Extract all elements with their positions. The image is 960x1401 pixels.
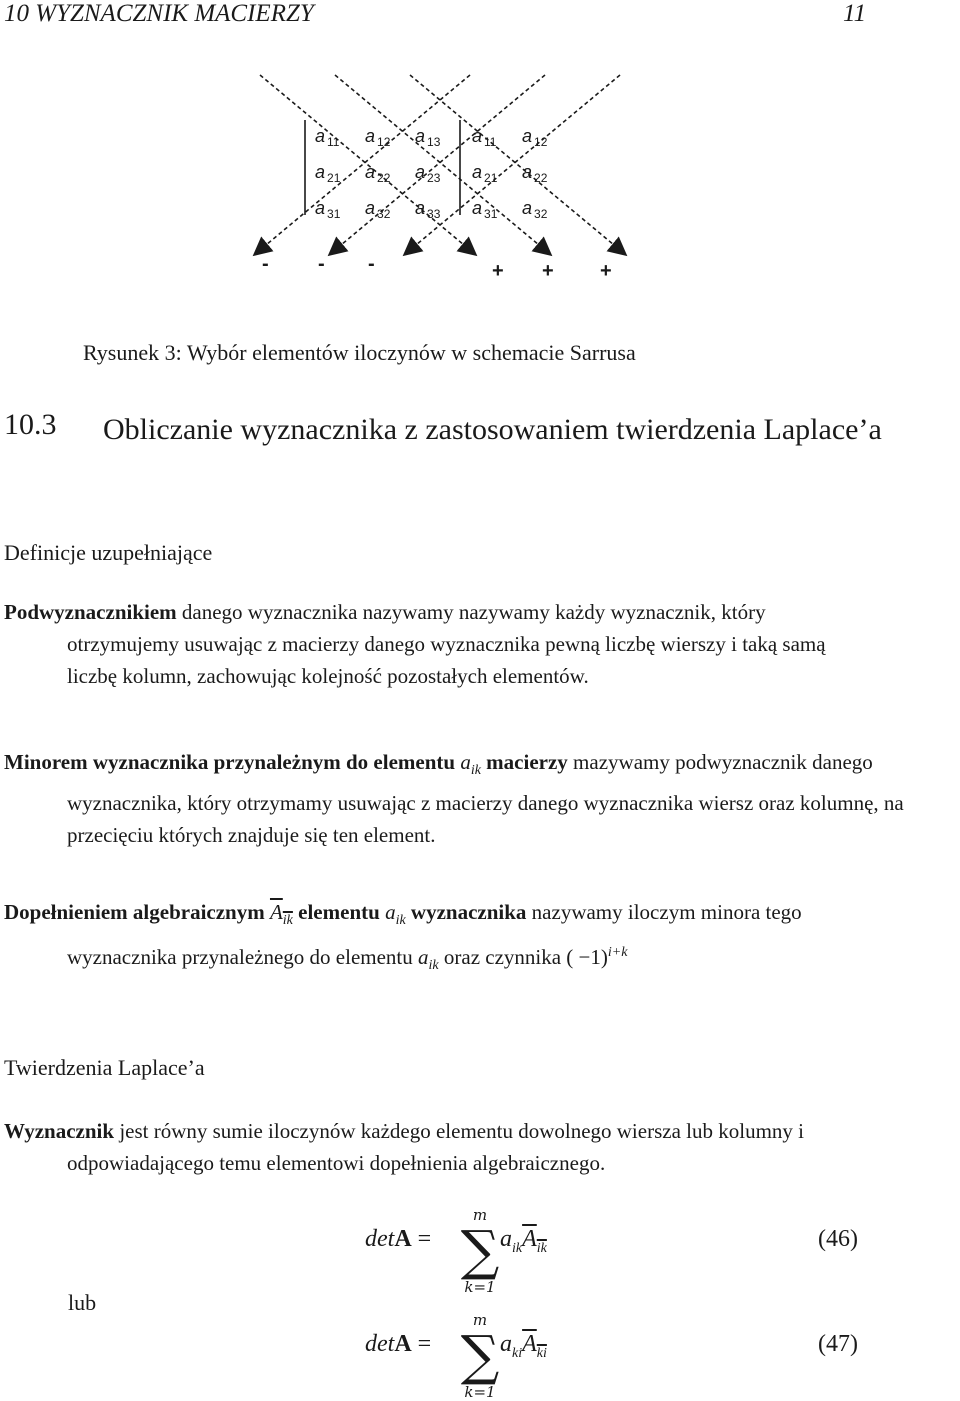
sarrus-signs: [262, 253, 612, 282]
minus-sign: -: [262, 253, 269, 275]
math-Aik: $A_{ik}$: [269, 900, 293, 929]
section-title: Obliczanie wyznacznika z zastosowaniem twierdzenia Laplace’a: [103, 413, 882, 446]
sarrus-cell: a $_{11}$: [472, 126, 497, 149]
sarrus-cell: a $_{23}$: [415, 162, 441, 185]
definition-text-1: nazywamy iloczym minora tego wyznacznika przynależnego do elementu: [67, 900, 802, 970]
sarrus-cell: a $_{31}$: [472, 198, 498, 221]
theorem-heading: Twierdzenia Laplace’a: [4, 1055, 205, 1080]
running-header: 10 WYZNACZNIK MACIERZY: [4, 0, 314, 27]
eq-matrix: A: [394, 1331, 412, 1357]
exponent: i+k: [607, 945, 628, 961]
sarrus-diagonals: [260, 75, 620, 250]
figure-caption: Rysunek 3: Wybór elementów iloczynów w schemacie Sarrusa: [83, 340, 636, 365]
eq-matrix: A: [394, 1226, 412, 1252]
sarrus-cell: a $_{32}$: [365, 198, 391, 221]
sarrus-cell: a $_{22}$: [522, 162, 548, 185]
definitions-heading: Definicje uzupełniające: [4, 540, 213, 565]
sum-46: [455, 1206, 505, 1296]
term-minor: Minorem wyznacznika przynależnym do elementu: [4, 750, 461, 774]
sarrus-cell: a $_{32}$: [522, 198, 548, 221]
plus-sign: +: [492, 260, 504, 282]
term-minor-suffix: macierzy: [480, 750, 568, 774]
plus-sign: +: [542, 260, 554, 282]
sarrus-cell: a $_{21}$: [472, 162, 498, 185]
sub-2: ik: [536, 1240, 547, 1256]
sarrus-cell: a $_{12}$: [522, 126, 548, 149]
sum-lower: k=1: [464, 1383, 496, 1401]
eq46-rhs: $a_{ik}A_{ik}$: [500, 1226, 547, 1256]
sub-1: ki: [512, 1345, 523, 1361]
equation-47: detA =: [365, 1331, 432, 1357]
minus-sign: -: [318, 253, 325, 275]
term-cofactor-mid: elementu: [292, 900, 386, 924]
sum-upper: m: [472, 1206, 488, 1224]
eq47-rhs: $a_{ki}A_{ki}$: [500, 1331, 547, 1361]
math-aik: $a_{ik}$: [385, 900, 406, 929]
math-aik: $a_{ik}$: [418, 945, 439, 974]
sum-47: [455, 1311, 505, 1401]
definition-subdeterminant: [4, 596, 864, 692]
theorem-text: [4, 1115, 864, 1179]
sarrus-cell: a $_{12}$: [365, 126, 391, 149]
sarrus-cell: a $_{33}$: [415, 198, 441, 221]
sub-1: ik: [512, 1240, 523, 1256]
sarrus-svg: [250, 70, 630, 290]
definition-text-2: oraz czynnika ( −1): [438, 945, 608, 970]
sarrus-cell: a $_{22}$: [365, 162, 391, 185]
sigma-symbol: ∑: [460, 1324, 500, 1387]
eq-det: det: [365, 1331, 395, 1357]
plus-sign: +: [600, 260, 612, 282]
sarrus-diagram: [250, 70, 630, 290]
page-number: 11: [843, 0, 867, 27]
sub-2: ki: [536, 1345, 547, 1361]
definition-text: danego wyznacznika nazywamy nazywamy każdy wyznacznik, który otrzymujemy usuwając z macierzy danego wyznacznika pewną liczbę wierszy i taką samą liczbę kolumn, zachowując kolejność pozostałych elementów.: [67, 600, 826, 688]
eq-det: det: [365, 1226, 395, 1252]
sum-upper: m: [472, 1311, 488, 1329]
sarrus-cell: a $_{11}$: [315, 126, 340, 149]
term-determinant: Wyznacznik: [4, 1119, 115, 1143]
sum-lower: k=1: [464, 1278, 496, 1296]
term-subdeterminant: Podwyznacznikiem: [4, 600, 177, 624]
definition-minor: [4, 746, 960, 851]
term-cofactor: Dopełnieniem algebraicznym: [4, 900, 270, 924]
definition-text: mazywamy podwyznacznik danego wyznacznika, który otrzymamy usuwając z macierzy danego wyznacznika wiersz oraz kolumnę, na przecięciu których znajduje się ten element.: [67, 750, 904, 848]
eq-number-46: (46): [818, 1226, 858, 1252]
sigma-symbol: ∑: [460, 1219, 500, 1282]
eq-number-47: (47): [818, 1331, 858, 1357]
definition-cofactor: [4, 896, 904, 982]
or-word: lub: [68, 1290, 97, 1315]
equation-46: detA =: [365, 1226, 432, 1252]
term-cofactor-suffix: wyznacznika: [405, 900, 527, 924]
math-aik: $a_{ik}$: [460, 750, 481, 779]
sarrus-cell: a $_{31}$: [315, 198, 341, 221]
sarrus-cell: a $_{21}$: [315, 162, 341, 185]
sarrus-cell: a $_{13}$: [415, 126, 441, 149]
theorem-body: jest równy sumie iloczynów każdego elementu dowolnego wiersza lub kolumny i odpowiadającego temu elementowi dopełnienia algebraicznego.: [67, 1119, 804, 1175]
section-number: 10.3: [4, 408, 57, 441]
sarrus-cells: [315, 126, 548, 221]
minus-sign: -: [368, 253, 375, 275]
